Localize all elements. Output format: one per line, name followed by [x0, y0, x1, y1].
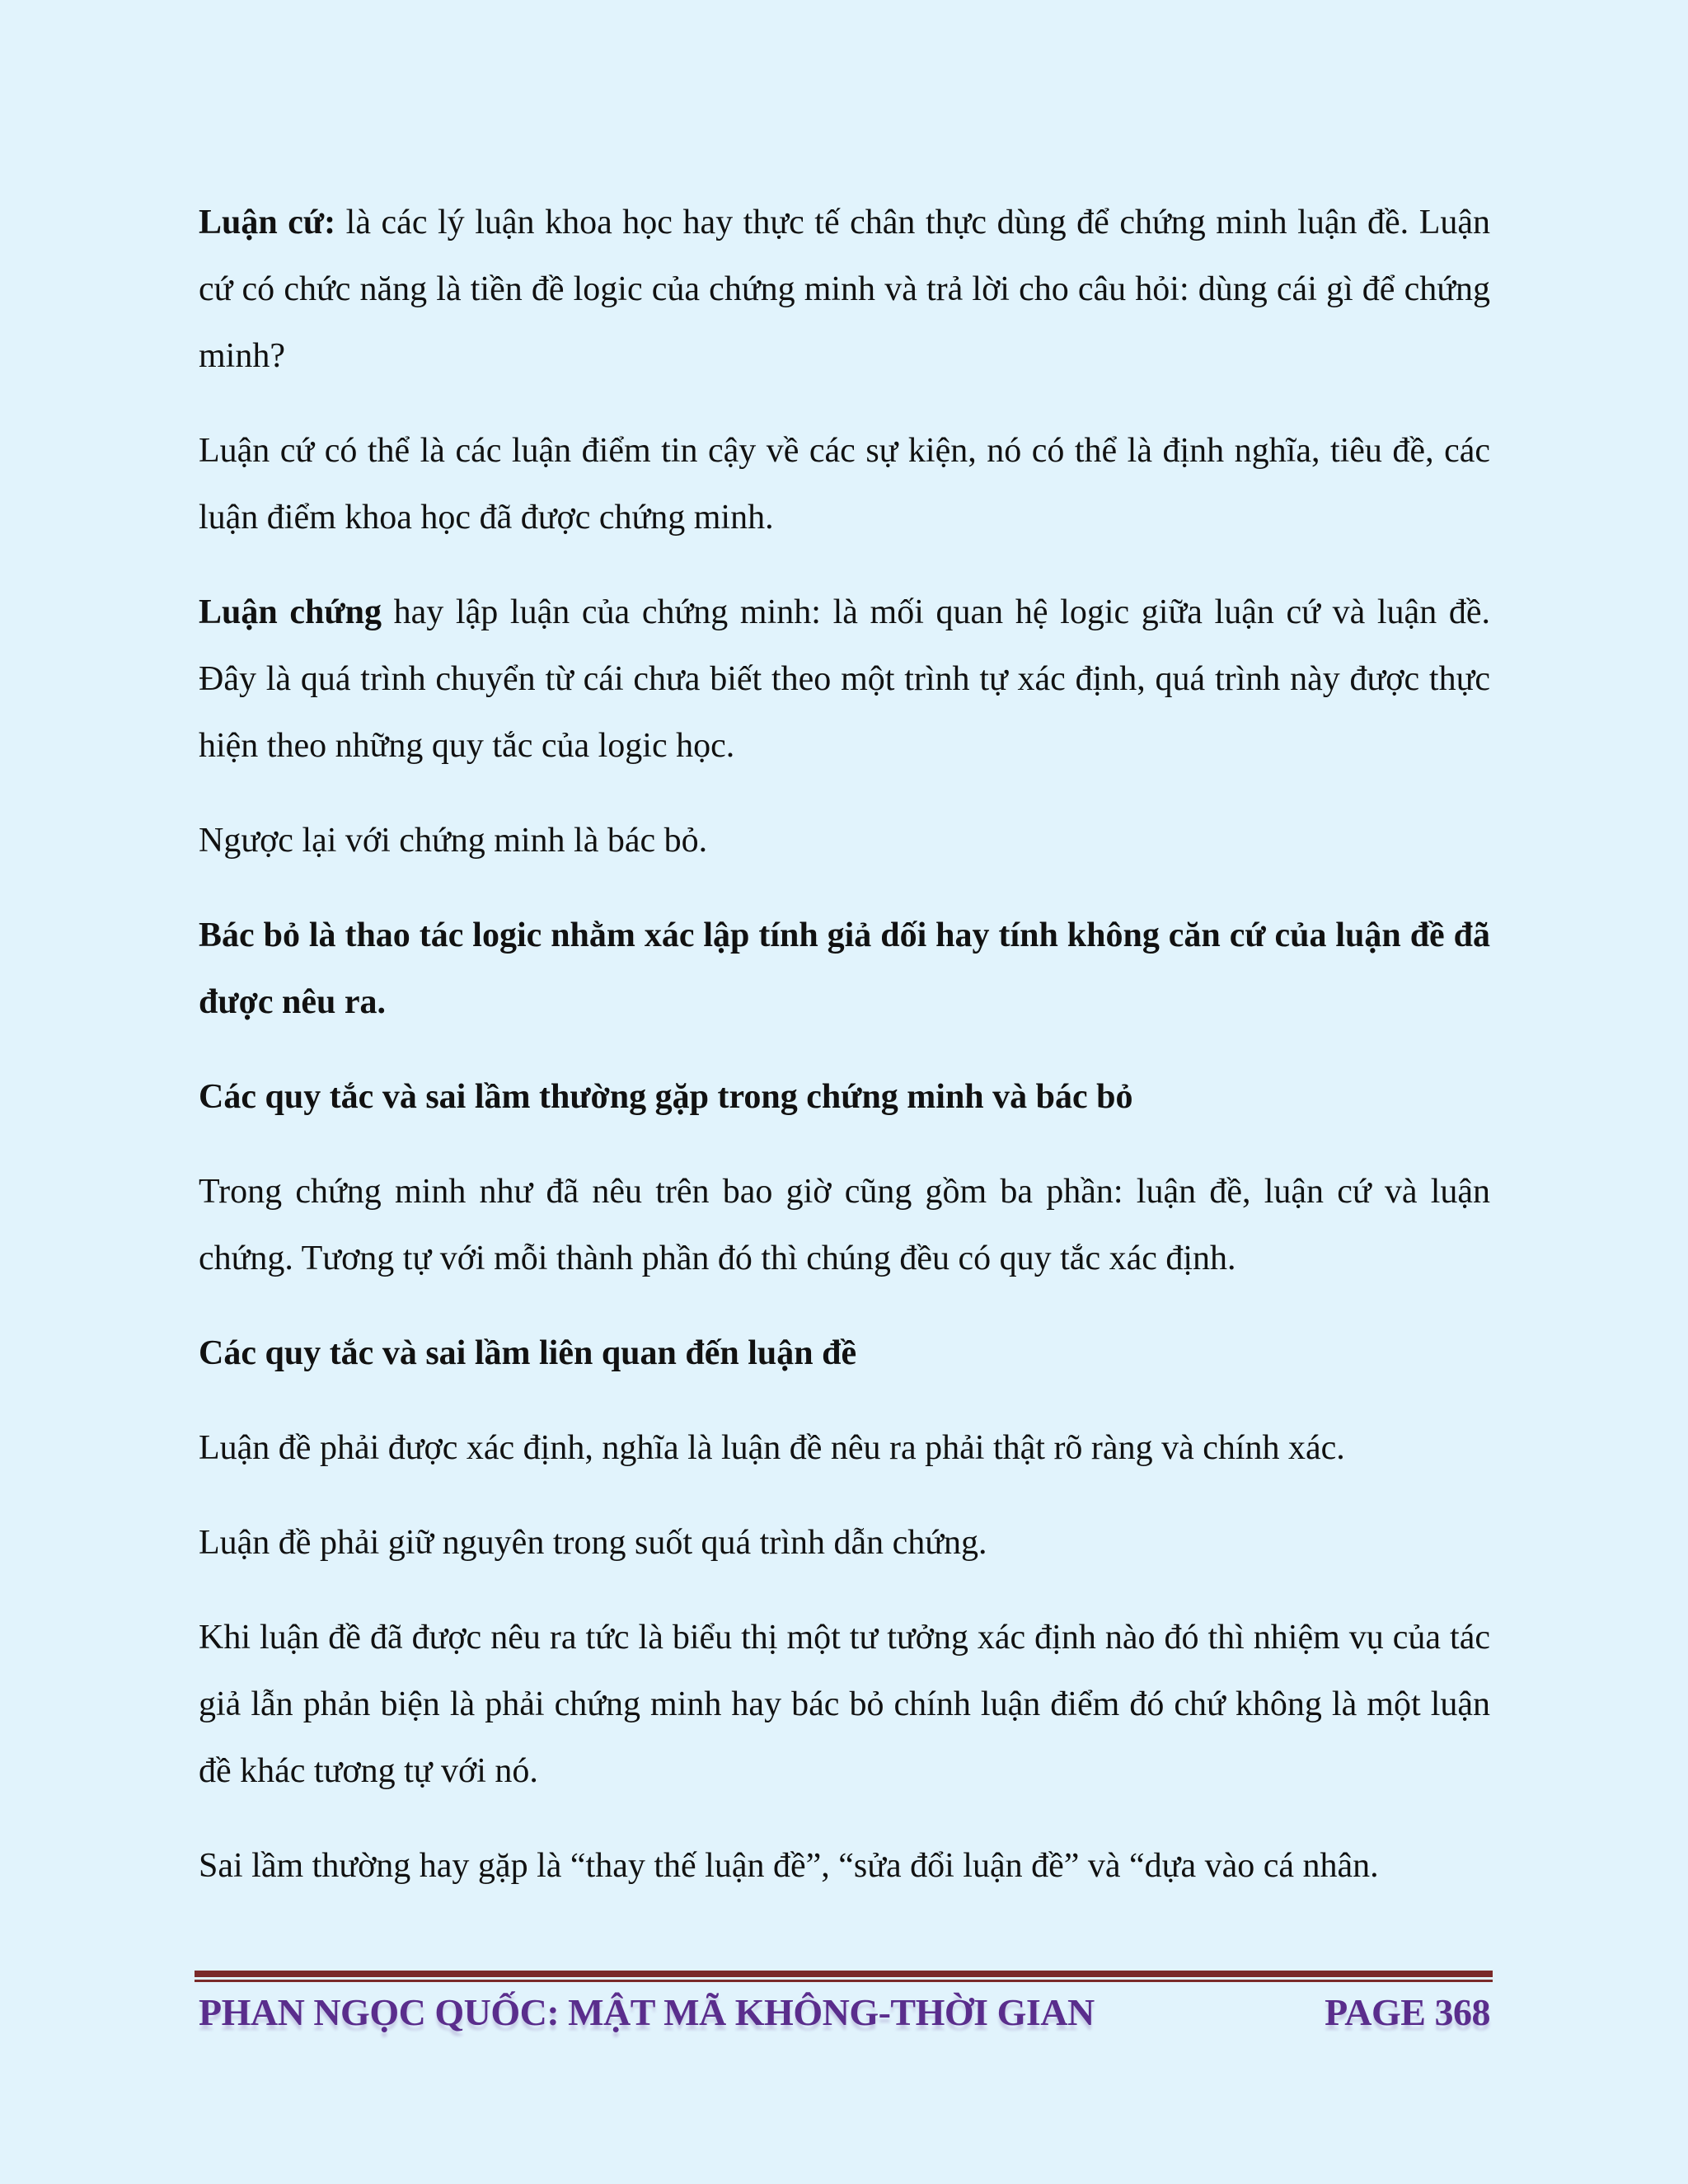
paragraph-luan-cu-types — [199, 418, 1490, 551]
page-body — [199, 190, 1490, 1928]
paragraph-text: Luận đề phải được xác định, nghĩa là luận đề nêu ra phải thật rõ ràng và chính xác. — [199, 1429, 1345, 1467]
footer-divider-thin-line — [195, 1980, 1493, 1982]
term-luan-chung: Luận chứng — [199, 593, 382, 631]
paragraph-text: Luận cứ có thể là các luận điểm tin cậy về các sự kiện, nó có thể là định nghĩa, tiêu đề, các luận điểm khoa học đã được chứng minh. — [199, 432, 1490, 537]
paragraph-luan-chung — [199, 579, 1490, 780]
paragraph-text: Ngược lại với chứng minh là bác bỏ. — [199, 822, 708, 860]
section-heading-rules: Các quy tắc và sai lầm thường gặp trong chứng minh và bác bỏ — [199, 1078, 1133, 1116]
section-heading-luan-de-rules: Các quy tắc và sai lầm liên quan đến luận đề — [199, 1334, 857, 1372]
footer-divider-thick-line — [195, 1971, 1493, 1977]
paragraph-rule-unchanged — [199, 1510, 1490, 1577]
paragraph-text: Sai lầm thường hay gặp là “thay thế luận đề”, “sửa đổi luận đề” và “dựa vào cá nhân. — [199, 1847, 1379, 1885]
paragraph-text: Luận đề phải giữ nguyên trong suốt quá trình dẫn chứng. — [199, 1524, 987, 1562]
footer-page-number: PAGE 368 — [1325, 1991, 1490, 2033]
paragraph-bac-bo-intro — [199, 808, 1490, 874]
footer-divider — [195, 1971, 1493, 1982]
paragraph-rule-defined — [199, 1415, 1490, 1482]
paragraph-task — [199, 1605, 1490, 1805]
footer-book-title: PHAN NGỌC QUỐC: MẬT MÃ KHÔNG-THỜI GIAN — [199, 1991, 1095, 2033]
paragraph-text: hay lập luận của chứng minh: là mối quan hệ logic giữa luận cứ và luận đề. Đây là quá trình chuyển từ cái chưa biết theo một trình tự xác định, quá trình này được thực hiện theo những quy tắc của logic học. — [199, 593, 1490, 765]
paragraph-three-parts — [199, 1159, 1490, 1292]
paragraph-text: Khi luận đề đã được nêu ra tức là biểu thị một tư tưởng xác định nào đó thì nhiệm vụ của tác giả lẫn phản biện là phải chứng minh hay bác bỏ chính luận điểm đó chứ không là một luận đề khác tương tự với nó. — [199, 1619, 1490, 1790]
term-luan-cu: Luận cứ: — [199, 204, 336, 241]
paragraph-text: là các lý luận khoa học hay thực tế chân thực dùng để chứng minh luận đề. Luận cứ có chức năng là tiền đề logic của chứng minh và trả lời cho câu hỏi: dùng cái gì để chứng minh? — [199, 204, 1491, 375]
paragraph-luan-cu — [199, 190, 1490, 390]
paragraph-text: Trong chứng minh như đã nêu trên bao giờ cũng gồm ba phần: luận đề, luận cứ và luận chứng. Tương tự với mỗi thành phần đó thì chúng đều có quy tắc xác định. — [199, 1173, 1490, 1277]
page-footer — [199, 1986, 1490, 2039]
paragraph-bac-bo-definition: Bác bỏ là thao tác logic nhằm xác lập tính giả dối hay tính không căn cứ của luận đề đã được nêu ra. — [199, 916, 1490, 1021]
paragraph-common-mistakes — [199, 1833, 1490, 1900]
